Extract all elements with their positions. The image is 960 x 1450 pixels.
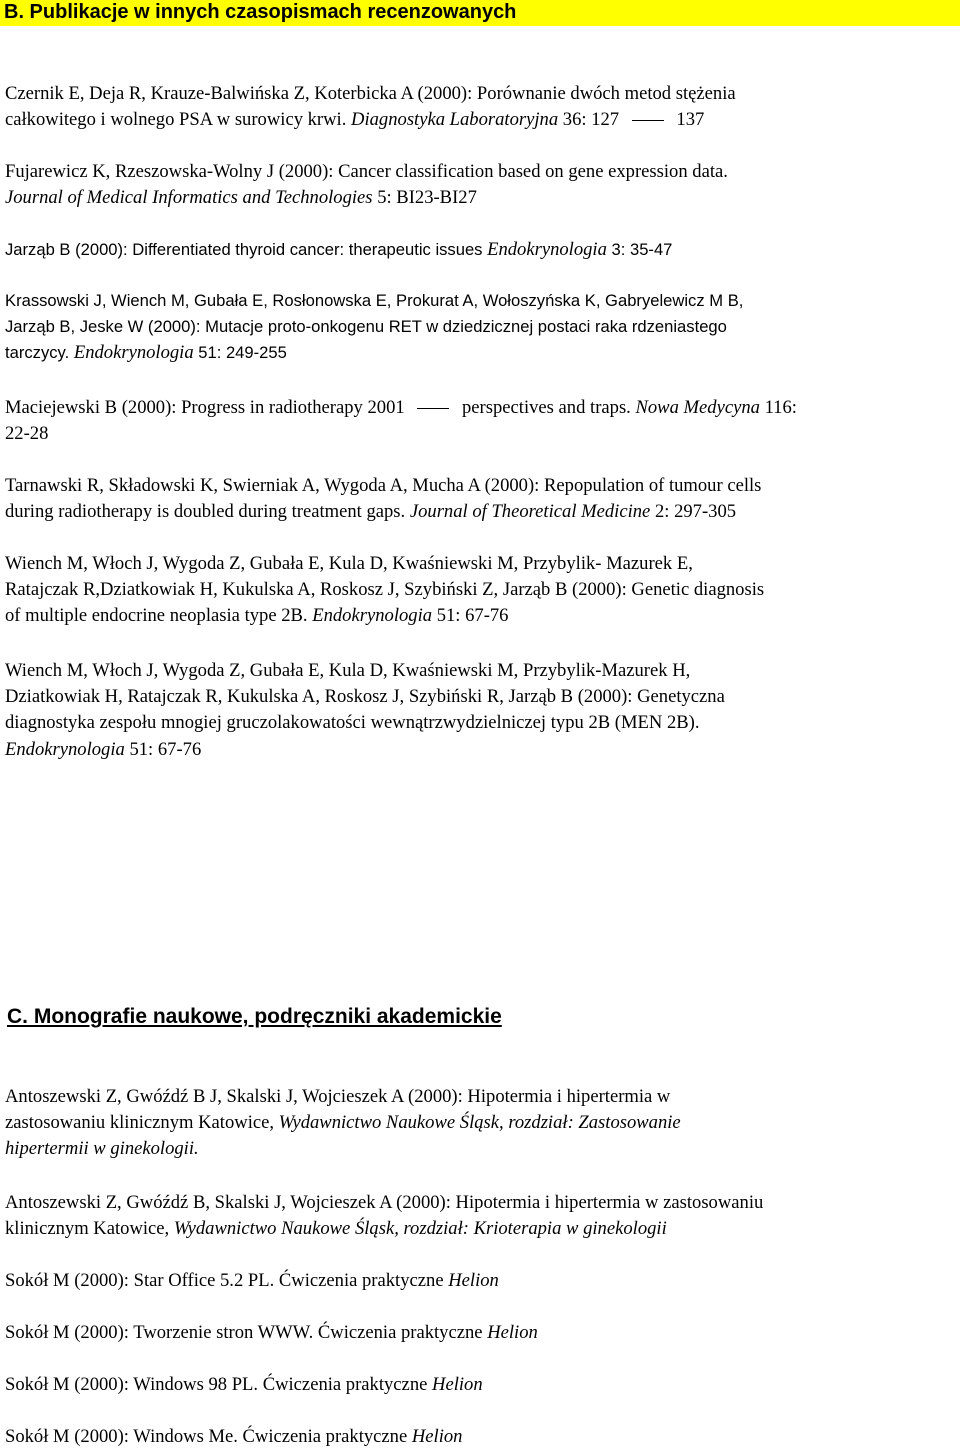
entry-text: 137: [671, 109, 705, 131]
publication-entry: [5, 551, 957, 630]
journal-title: Journal of Theoretical Medicine: [409, 501, 651, 523]
publisher-text: Helion: [432, 1374, 483, 1395]
entry-line: Fujarewicz K, Rzeszowska-Wolny J (2000): Cancer classification based on gene expression data.: [5, 161, 728, 182]
entry-text: 5: BI23-BI27: [372, 187, 477, 209]
entry-text: klinicznym Katowice,: [5, 1218, 174, 1240]
publication-entry: [5, 81, 957, 133]
entry-line: 22-28: [5, 423, 49, 445]
journal-title: Endokrynologia: [487, 239, 607, 260]
entry-line: [5, 737, 957, 763]
journal-title: Diagnostyka Laboratoryjna: [351, 109, 559, 131]
entry-text: 51: 67-76: [124, 738, 202, 760]
publisher-text: Helion: [448, 1270, 499, 1291]
entry-text: Sokół M (2000): Windows 98 PL. Ćwiczenia praktyczne: [5, 1374, 433, 1395]
publisher-text: Wydawnictwo Naukowe Śląsk, rozdział: Krioterapia w ginekologii: [173, 1218, 667, 1240]
entry-line: diagnostyka zespołu mnogiej gruczolakowatości wewnątrzwydzielniczej typu 2B (MEN 2B).: [5, 712, 700, 734]
entry-text: of multiple endocrine neoplasia type 2B.: [5, 605, 313, 627]
entry-text: Sokół M (2000): Star Office 5.2 PL. Ćwiczenia praktyczne: [5, 1270, 449, 1291]
publication-entry: [5, 159, 957, 211]
entry-line: [5, 107, 957, 133]
journal-title: Endokrynologia: [312, 605, 433, 627]
journal-title: Journal of Medical Informatics and Technologies: [5, 187, 373, 209]
em-dash: [417, 408, 449, 409]
publisher-text: Helion: [411, 1426, 463, 1447]
entry-line: [5, 1136, 957, 1162]
journal-title: Endokrynologia: [73, 342, 194, 364]
publication-entry: [5, 237, 957, 263]
entry-line: [5, 1268, 957, 1294]
entry-line: Antoszewski Z, Gwóźdź B, Skalski J, Wojcieszek A (2000): Hipotermia i hipertermia w zastosowaniu: [5, 1192, 764, 1213]
entry-line: Dziatkowiak H, Ratajczak R, Kukulska A, Roskosz J, Szybiński R, Jarząb B (2000): Genetyczna: [5, 686, 725, 708]
entry-line: [5, 395, 957, 421]
entry-text: Maciejewski B (2000): Progress in radiotherapy 2001: [5, 397, 410, 418]
entry-line: Ratajczak R,Dziatkowiak H, Kukulska A, Roskosz J, Szybiński Z, Jarząb B (2000): Genetic diagnosis: [5, 579, 765, 601]
entry-line: [5, 1372, 957, 1398]
entry-text: tarczycy.: [5, 343, 74, 363]
publication-entry: [5, 658, 957, 763]
entry-text: 116:: [759, 397, 797, 418]
monograph-entry: [5, 1084, 957, 1163]
journal-title: Endokrynologia: [5, 738, 125, 760]
publication-entry: [5, 473, 957, 525]
section-c-heading: C. Monografie naukowe, podręczniki akademickie: [7, 1005, 502, 1028]
entry-text: całkowitego i wolnego PSA w surowicy krwi.: [5, 109, 352, 131]
publication-entry: [5, 395, 957, 447]
entry-line: [5, 1424, 957, 1450]
publication-entry: [5, 288, 957, 367]
entry-line: [5, 1110, 957, 1136]
publisher-text: hipertermii w ginekologii.: [5, 1138, 199, 1160]
entry-text: 3: 35-47: [606, 240, 673, 259]
entry-line: [5, 1216, 957, 1242]
entry-text: zastosowaniu klinicznym Katowice,: [5, 1112, 279, 1134]
entry-line: [5, 185, 957, 211]
entry-line: Wiench M, Włoch J, Wygoda Z, Gubała E, Kula D, Kwaśniewski M, Przybylik- Mazurek E,: [5, 553, 693, 574]
monograph-entry: [5, 1372, 957, 1398]
journal-title: Nowa Medycyna: [635, 397, 760, 418]
publisher-text: Wydawnictwo Naukowe Śląsk, rozdział: Zastosowanie: [278, 1112, 681, 1134]
entry-line: Tarnawski R, Składowski K, Swierniak A, Wygoda A, Mucha A (2000): Repopulation of tumour cells: [5, 475, 762, 496]
entry-line: [5, 1320, 957, 1346]
entry-text: 2: 297-305: [650, 501, 737, 523]
entry-text: Sokół M (2000): Tworzenie stron WWW. Ćwiczenia praktyczne: [5, 1322, 488, 1343]
entry-line: [5, 603, 957, 629]
entry-line: [5, 237, 957, 263]
entry-line: Jarząb B, Jeske W (2000): Mutacje proto-onkogenu RET w dziedzicznej postaci raka rdzeniastego: [5, 317, 727, 337]
monograph-entry: [5, 1424, 957, 1450]
entry-text: Sokół M (2000): Windows Me. Ćwiczenia praktyczne: [5, 1426, 412, 1447]
entry-line: Antoszewski Z, Gwóźdź B J, Skalski J, Wojcieszek A (2000): Hipotermia i hipertermia w: [5, 1086, 671, 1107]
monograph-entry: [5, 1190, 957, 1242]
entry-text: 51: 67-76: [432, 605, 509, 627]
entry-text: 36: 127: [558, 109, 624, 131]
entry-line: [5, 499, 957, 525]
entry-text: Jarząb B (2000): Differentiated thyroid cancer: therapeutic issues: [5, 240, 488, 259]
entry-line: [5, 340, 957, 366]
entry-text: perspectives and traps.: [457, 397, 636, 418]
publisher-text: Helion: [487, 1322, 538, 1343]
entry-line: Czernik E, Deja R, Krauze-Balwińska Z, Koterbicka A (2000): Porównanie dwóch metod stężenia: [5, 83, 736, 104]
entry-text: 51: 249-255: [193, 343, 287, 363]
entry-line: Krassowski J, Wiench M, Gubała E, Rosłonowska E, Prokurat A, Wołoszyńska K, Gabryelewicz M B,: [5, 291, 744, 310]
entry-line: Wiench M, Włoch J, Wygoda Z, Gubała E, Kula D, Kwaśniewski M, Przybylik-Mazurek H,: [5, 660, 691, 681]
monograph-entry: [5, 1320, 957, 1346]
monograph-entry: [5, 1268, 957, 1294]
em-dash: [632, 120, 664, 121]
section-b-heading: B. Publikacje w innych czasopismach recenzowanych: [0, 0, 960, 26]
entry-text: during radiotherapy is doubled during treatment gaps.: [5, 501, 410, 523]
